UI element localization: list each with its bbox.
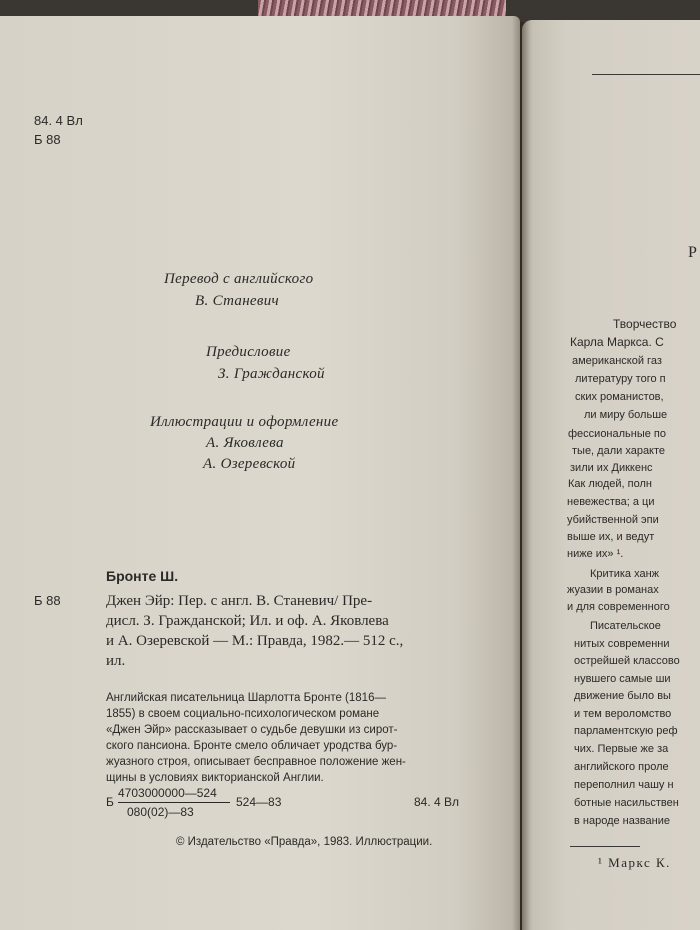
copyright-line: © Издательство «Правда», 1983. Иллюстрации. xyxy=(176,836,433,848)
classification-code: 84. 4 Вл xyxy=(34,113,83,128)
catalog-author: Бронте Ш. xyxy=(106,568,179,584)
right-page xyxy=(522,20,700,930)
right-text-line: нувшего самые ши xyxy=(574,673,671,685)
right-text-line: чих. Первые же за xyxy=(574,743,669,755)
right-text-line: убийственной эпи xyxy=(567,514,659,526)
right-text-line: ботные насильствен xyxy=(574,797,679,809)
right-text-line: ниже их» ¹. xyxy=(567,548,624,560)
annotation-line: «Джен Эйр» рассказывает о судьбе девушки из сирот- xyxy=(106,724,398,736)
right-text-line: литературу того п xyxy=(575,373,666,385)
right-text-line: жуазии в романах xyxy=(567,584,659,596)
formula-code: 84. 4 Вл xyxy=(414,795,460,809)
chapter-heading-fragment: Р xyxy=(688,244,697,261)
catalog-description-line: и А. Озеревской — М.: Правда, 1982.— 512 с., xyxy=(106,633,404,649)
right-text-line: выше их, и ведут xyxy=(567,531,655,543)
header-rule xyxy=(592,74,700,75)
right-text-line: невежества; а ци xyxy=(567,496,655,508)
formula-numerator: 4703000000—524 xyxy=(118,786,217,800)
right-text-line: острейшей классово xyxy=(574,655,680,667)
right-text-line: американской газ xyxy=(572,355,662,367)
right-text-line: тые, дали характе xyxy=(572,445,666,457)
right-text-line: движение было вы xyxy=(574,690,671,702)
right-text-line: в народе название xyxy=(574,815,670,827)
right-text-line: парламентскую реф xyxy=(574,725,678,737)
illustrator-name: А. Озеревской xyxy=(203,456,296,472)
catalog-mark: Б 88 xyxy=(34,593,61,608)
formula-suffix: 524—83 xyxy=(236,795,282,809)
annotation-line: жуазного строя, описывает бесправное положение жен- xyxy=(106,756,406,768)
right-text-line: английского проле xyxy=(574,761,669,773)
right-text-line: и тем вероломство xyxy=(574,708,672,720)
right-text-line: ских романистов, xyxy=(575,391,664,403)
right-text-line: и для современного xyxy=(567,601,670,613)
footnote: ¹ Маркс К. xyxy=(598,855,671,870)
right-text-line: ли миру больше xyxy=(584,409,668,421)
right-text-line: нитых современни xyxy=(574,638,670,650)
formula-prefix: Б xyxy=(106,795,114,809)
formula-denominator: 080(02)—83 xyxy=(127,805,194,819)
preface-label: Предисловие xyxy=(206,344,291,360)
right-text-line: фессиональные по xyxy=(568,428,667,440)
annotation-line: ского пансиона. Бронте смело обличает уродства бур- xyxy=(106,740,398,752)
illustrations-label: Иллюстрации и оформление xyxy=(150,414,339,430)
right-text-line: Творчество xyxy=(613,317,677,331)
right-text-line: зили их Диккенс xyxy=(570,462,653,474)
annotation-line: щины в условиях викторианской Англии. xyxy=(106,772,324,784)
footnote-rule xyxy=(570,846,640,847)
annotation-line: 1855) в своем социально-психологическом романе xyxy=(106,708,380,720)
preface-author: З. Гражданской xyxy=(218,366,325,382)
annotation-line: Английская писательница Шарлотта Бронте (1816— xyxy=(106,692,386,704)
right-text-line: переполнил чашу н xyxy=(574,779,674,791)
translator-name: В. Станевич xyxy=(195,293,279,309)
left-page xyxy=(0,16,520,930)
book-gutter xyxy=(512,16,530,930)
right-text-line: Как людей, полн xyxy=(568,478,652,490)
catalog-description-line: дисл. З. Гражданской; Ил. и оф. А. Яковлева xyxy=(106,613,389,629)
author-mark: Б 88 xyxy=(34,132,61,147)
translation-label: Перевод с английского xyxy=(164,271,314,287)
illustrator-name: А. Яковлева xyxy=(206,435,284,451)
catalog-description-line: Джен Эйр: Пер. с англ. В. Станевич/ Пре- xyxy=(106,593,373,609)
right-text-line: Писательское xyxy=(590,620,661,632)
formula-fraction-bar xyxy=(118,802,230,803)
right-text-line: Критика ханж xyxy=(590,568,660,580)
catalog-description-line: ил. xyxy=(106,653,126,669)
right-text-line: Карла Маркса. С xyxy=(570,335,664,349)
